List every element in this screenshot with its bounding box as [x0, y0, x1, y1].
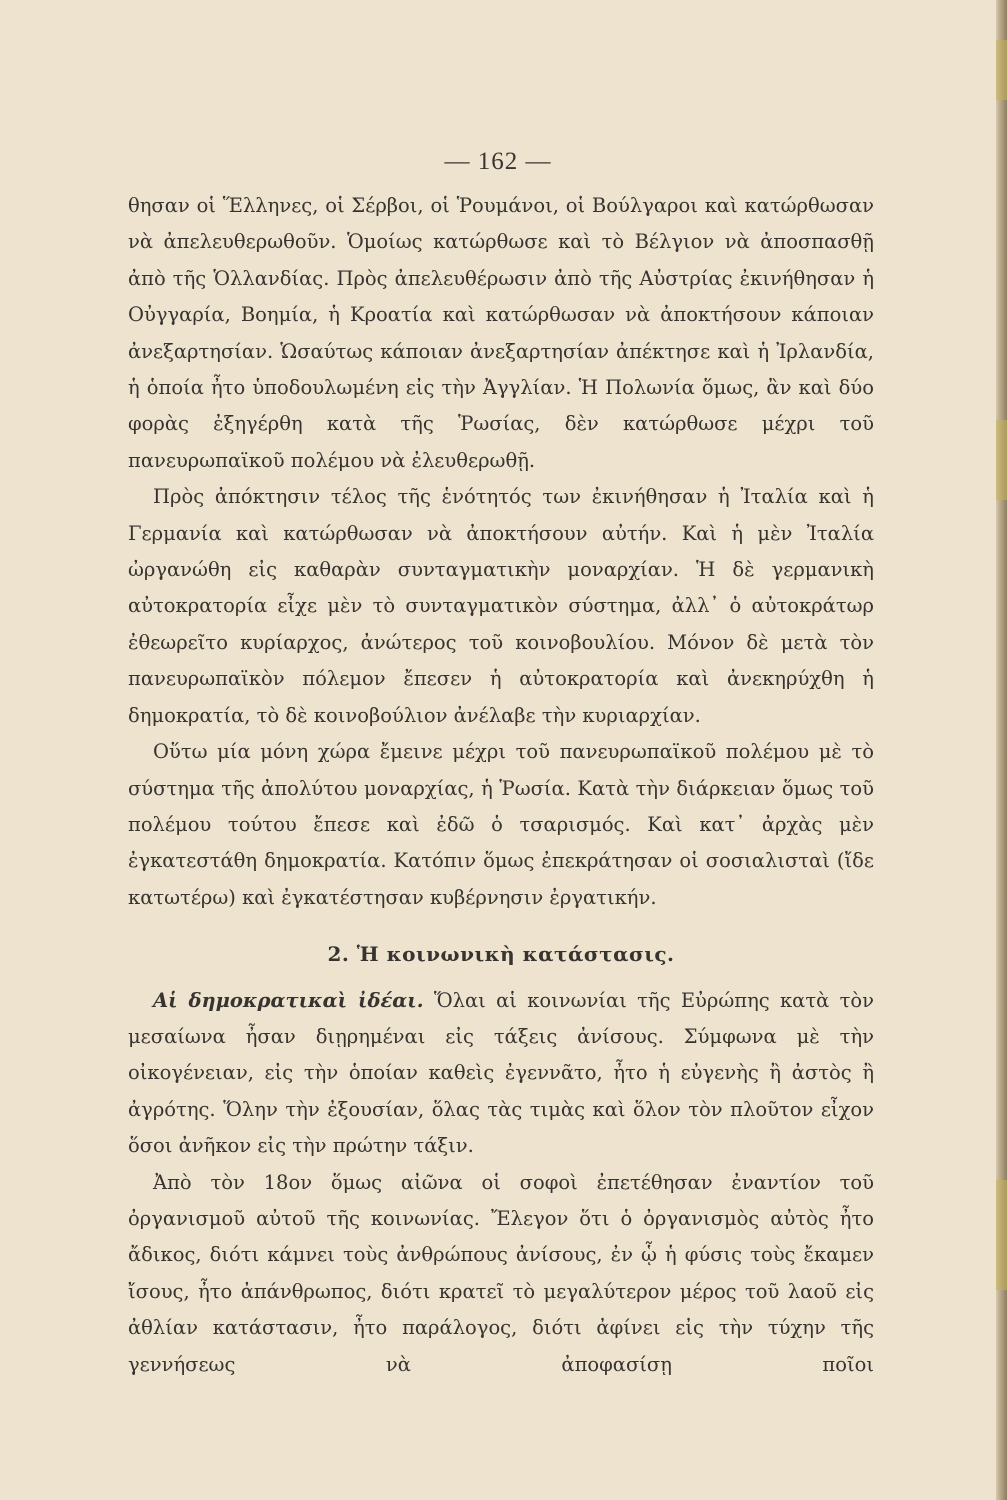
section-heading — [128, 936, 874, 972]
paragraph-russia: Οὕτω μία μόνη χώρα ἔμεινε μέχρι τοῦ πανευρωπαϊκοῦ πολέμου μὲ τὸ σύστημα τῆς ἀπολύτου μοναρχίας, ἡ Ῥωσία. Κατὰ τὴν διάρκειαν ὅμως τοῦ πολέμου τούτου ἔπεσε καὶ ἐδῶ ὁ τσαρισμός. Καὶ κατ᾽ ἀρχὰς μὲν ἐγκατεστάθη δημοκρατία. Κατόπιν ὅμως ἐπεκράτησαν οἱ σοσιαλισταὶ (ἴδε κατωτέρω) καὶ ἐγκατέστησαν κυβέρνησιν ἐργατικήν. — [128, 740, 874, 909]
page-edge-stain — [996, 40, 1007, 100]
page-number: — 162 — — [444, 148, 552, 175]
paragraph-democratic-ideas — [128, 983, 874, 1165]
page-edge-stain — [996, 420, 1007, 500]
page-body — [128, 188, 874, 1383]
paragraph-democratic-ideas-text: Ὅλαι αἱ κοινωνίαι τῆς Εὐρώπης κατὰ τὸν μεσαίωνα ἦσαν διῃρημέναι εἰς τάξεις ἀνίσους. Σύμφωνα μὲ τὴν οἰκογένειαν, εἰς τὴν ὁποίαν καθεὶς ἐγεννᾶτο, ἦτο ἡ εὐγενὴς ἢ ἀστὸς ἢ ἀγρότης. Ὅλην τὴν ἐξουσίαν, ὅλας τὰς τιμὰς καὶ ὅλον τὸν πλοῦτον εἶχον ὅσοι ἀνῆκον εἰς τὴν πρώτην τάξιν. — [128, 988, 874, 1158]
paragraph-unification: Πρὸς ἀπόκτησιν τέλος τῆς ἑνότητός των ἐκινήθησαν ἡ Ἰταλία καὶ ἡ Γερμανία καὶ κατώρθωσαν νὰ ἀποκτήσουν αὐτήν. Καὶ ἡ μὲν Ἰταλία ὠργανώθη εἰς καθαρὰν συνταγματικὴν μοναρχίαν. Ἡ δὲ γερμανικὴ αὐτοκρατορία εἶχε μὲν τὸ συνταγματικὸν σύστημα, ἀλλ᾽ ὁ αὐτοκράτωρ ἐθεωρεῖτο κυρίαρχος, ἀνώτερος τοῦ κοινοβουλίου. Μόνον δὲ μετὰ τὸν πανευρωπαϊκὸν πόλεμον ἔπεσεν ἡ αὐτοκρατορία καὶ ἀνεκηρύχθη ἡ δημοκρατία, τὸ δὲ κοινοβούλιον ἀνέλαβε τὴν κυριαρχίαν. — [128, 485, 874, 727]
page-edge — [996, 0, 1007, 1500]
page-edge-stain — [996, 1180, 1007, 1290]
paragraph-eighteenth-century: Ἀπὸ τὸν 18ον ὅμως αἰῶνα οἱ σοφοὶ ἐπετέθησαν ἐναντίον τοῦ ὀργανισμοῦ αὐτοῦ τῆς κοινωνίας. Ἔλεγον ὅτι ὁ ὀργανισμὸς αὐτὸς ἦτο ἄδικος, διότι κάμνει τοὺς ἀνθρώπους ἀνίσους, ἐν ᾧ ἡ φύσις τοὺς ἔκαμεν ἴσους, ἦτο ἀπάνθρωπος, διότι κρατεῖ τὸ μεγαλύτερον μέρος τοῦ λαοῦ εἰς ἀθλίαν κατάστασιν, ἦτο παράλογος, διότι ἀφίνει εἰς τὴν τύχην τῆς γεννήσεως νὰ ἀποφασίσῃ ποῖοι — [128, 1170, 874, 1376]
section-heading-text: 2. Ἡ κοινωνικὴ κατάστασις. — [327, 942, 675, 967]
paragraph-independence: θησαν οἱ Ἕλληνες, οἱ Σέρβοι, οἱ Ῥουμάνοι, οἱ Βούλγαροι καὶ κατώρθωσαν νὰ ἀπελευθερωθοῦν. Ὁμοίως κατώρθωσε καὶ τὸ Βέλγιον νὰ ἀποσπασθῇ ἀπὸ τῆς Ὁλλανδίας. Πρὸς ἀπελευθέρωσιν ἀπὸ τῆς Αὐστρίας ἐκινήθησαν ἡ Οὐγγαρία, Βοημία, ἡ Κροατία καὶ κατώρθωσαν νὰ ἀποκτήσουν κάποιαν ἀνεξαρτησίαν. Ὡσαύτως κάποιαν ἀνεξαρτησίαν ἀπέκτησε καὶ ἡ Ἰρλανδία, ἡ ὁποία ἦτο ὑποδουλωμένη εἰς τὴν Ἀγγλίαν. Ἡ Πολωνία ὅμως, ἂν καὶ δύο φορὰς ἐξηγέρθη κατὰ τῆς Ῥωσίας, δὲν κατώρθωσε μέχρι τοῦ πανευρωπαϊκοῦ πολέμου νὰ ἐλευθερωθῇ. — [128, 194, 874, 472]
run-in-subheading: Αἱ δημοκρατικαὶ ἰδέαι. — [153, 988, 424, 1012]
